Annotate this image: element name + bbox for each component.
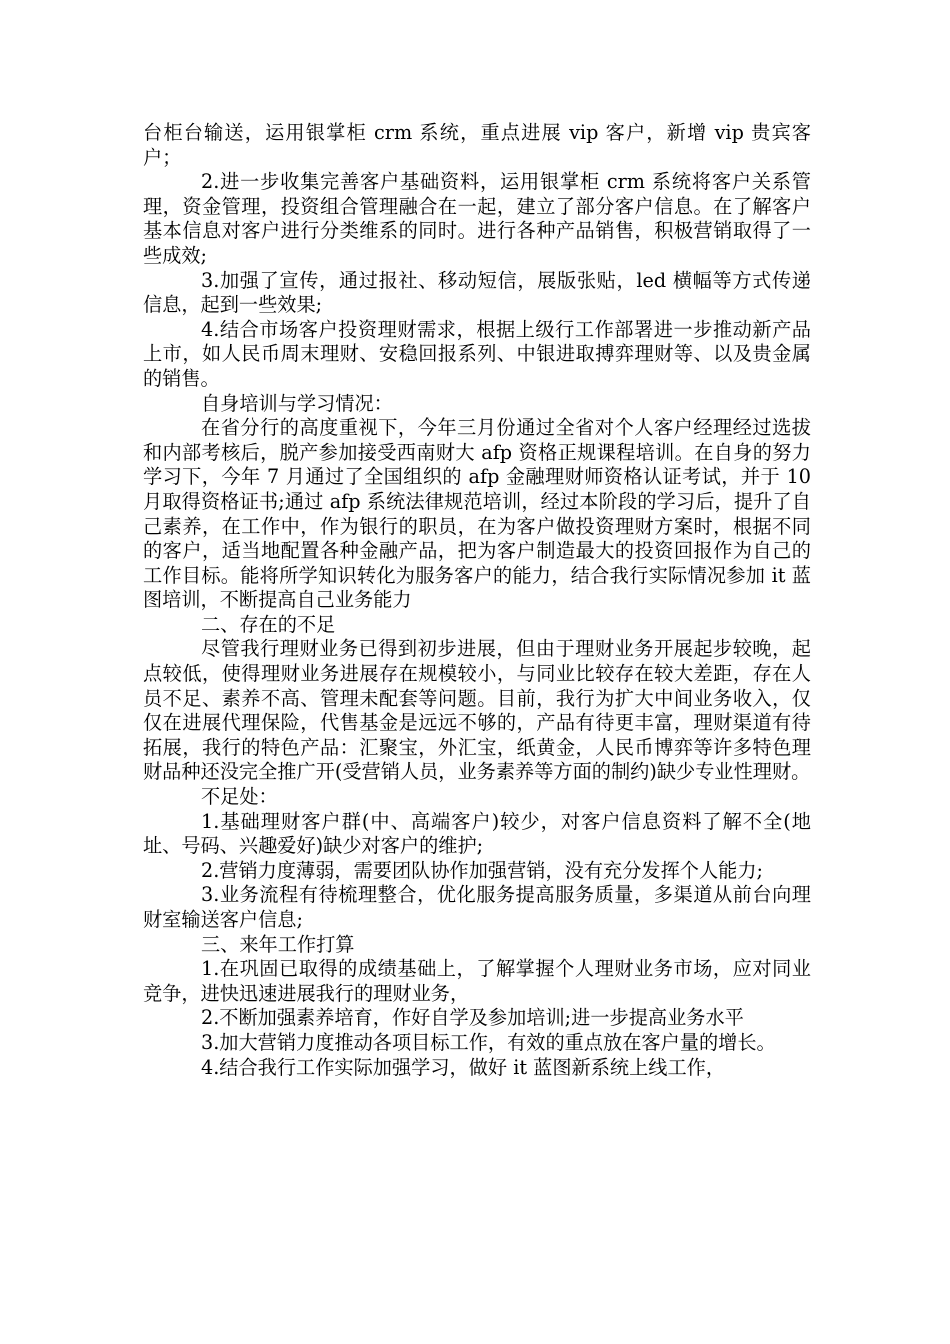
paragraph-plan-3: 3.加大营销力度推动各项目标工作，有效的重点放在客户量的增长。 <box>201 1030 776 1054</box>
paragraph-plan-2: 2.不断加强素养培育，作好自学及参加培训;进一步提高业务水平 <box>201 1006 744 1030</box>
paragraph-item-4: 4.结合市场客户投资理财需求，根据上级行工作部署进一步推动新产品上市，如人民币周末理财、安稳回报系列、中银进取搏弈理财等、以及贵金属的销售。 <box>143 317 811 390</box>
paragraph-item-2: 2.进一步收集完善客户基础资料，运用银掌柜 crm 系统将客户关系管理，资金管理，投资组合管理融合在一起，建立了部分客户信息。在了解客户基本信息对客户进行分类维系的同时。进行各种产品销售，积极营销取得了一些成效; <box>143 170 811 267</box>
section-heading-shortcomings: 二、存在的不足 <box>201 612 336 636</box>
paragraph-training: 在省分行的高度重视下，今年三月份通过全省对个人客户经理经过选拔和内部考核后，脱产参加接受西南财大 afp 资格正规课程培训。在自身的努力学习下，今年 7 月通过了全国组织的 afp 金融理财师资格认证考试，并于 10 月取得资格证书;通过 afp 系统法律规范培训，经过本阶段的学习后，提升了自己素养，在工作中，作为银行的职员，在为客户做投资理财方案时，根据不同的客户，适当地配置各种金融产品，把为客户制造最大的投资回报作为自己的工作目标。能将所学知识转化为服务客户的能力，结合我行实际情况参加 it 蓝图培训，不断提高自己业务能力 <box>143 416 811 612</box>
section-heading-plans: 三、来年工作打算 <box>201 932 355 956</box>
document-body <box>143 121 811 1080</box>
paragraph-deficiency-2: 2.营销力度薄弱，需要团队协作加强营销，没有充分发挥个人能力; <box>201 858 764 882</box>
paragraph-continuation: 台柜台输送，运用银掌柜 crm 系统，重点进展 vip 客户，新增 vip 贵宾客户； <box>143 121 811 169</box>
paragraph-deficiency-3: 3.业务流程有待梳理整合，优化服务提高服务质量，多渠道从前台向理财室输送客户信息; <box>143 883 811 931</box>
subheading-deficiencies: 不足处： <box>201 785 278 809</box>
paragraph-plan-4: 4.结合我行工作实际加强学习，做好 it 蓝图新系统上线工作， <box>201 1055 726 1079</box>
paragraph-shortcomings: 尽管我行理财业务已得到初步进展，但由于理财业务开展起步较晚，起点较低，使得理财业务进展存在规模较小，与同业比较存在较大差距，存在人员不足、素养不高、管理未配套等问题。目前，我行为扩大中间业务收入，仅仅在进展代理保险，代售基金是远远不够的，产品有待更丰富，理财渠道有待拓展，我行的特色产品：汇聚宝，外汇宝，纸黄金，人民币博弈等许多特色理财品种还没完全推广开(受营销人员，业务素养等方面的制约)缺少专业性理财。 <box>143 637 811 784</box>
paragraph-plan-1: 1.在巩固已取得的成绩基础上，了解掌握个人理财业务市场，应对同业竞争，进快迅速进展我行的理财业务， <box>143 957 811 1005</box>
paragraph-deficiency-1: 1.基础理财客户群(中、高端客户)较少，对客户信息资料了解不全(地址、号码、兴趣爱好)缺少对客户的维护; <box>143 809 811 858</box>
subheading-training: 自身培训与学习情况： <box>201 391 393 415</box>
paragraph-item-3: 3.加强了宣传，通过报社、移动短信，展版张贴，led 横幅等方式传递信息，起到一些效果; <box>143 268 811 317</box>
